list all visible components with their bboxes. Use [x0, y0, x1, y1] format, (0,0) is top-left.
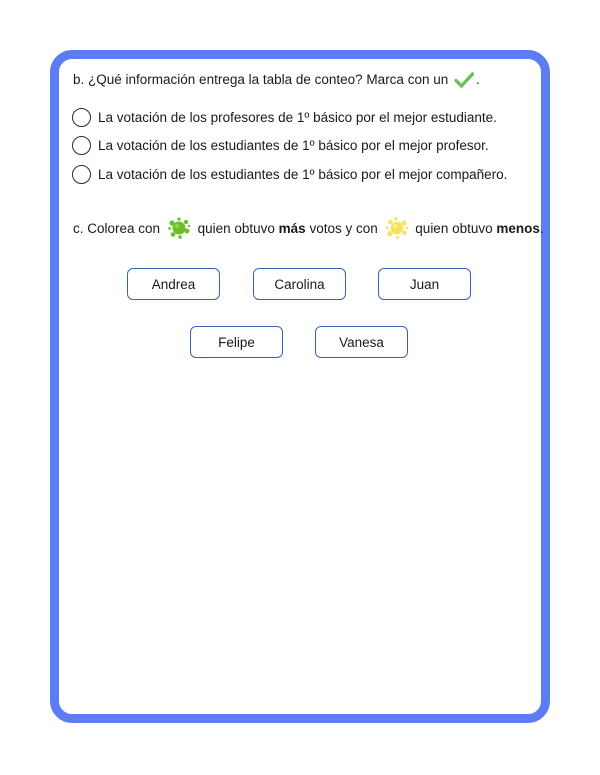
name-box-carolina[interactable] — [253, 268, 346, 300]
option-1[interactable] — [72, 106, 497, 128]
question-b-text: b. ¿Qué información entrega la tabla de conteo? Marca con un — [73, 72, 449, 87]
question-c-bold-menos: menos — [496, 221, 540, 236]
question-b — [73, 71, 480, 93]
name-box-felipe[interactable] — [190, 326, 283, 358]
option-2[interactable] — [72, 134, 489, 156]
option-3[interactable] — [72, 163, 507, 185]
question-c-part4: quien obtuvo — [415, 221, 493, 236]
question-c-period: . — [539, 221, 544, 236]
question-c-part1: c. Colorea con — [73, 221, 161, 236]
name-label: Juan — [409, 276, 440, 292]
check-mark-icon — [454, 72, 474, 93]
name-box-andrea[interactable] — [127, 268, 220, 300]
green-paint-splash-icon — [167, 216, 191, 245]
option-3-label: La votación de los estudiantes de 1º básico por el mejor compañero. — [98, 166, 508, 182]
question-b-period: . — [476, 72, 480, 87]
radio-option-2[interactable] — [72, 136, 91, 155]
name-box-vanesa[interactable] — [315, 326, 408, 358]
radio-option-1[interactable] — [72, 108, 91, 127]
option-2-label: La votación de los estudiantes de 1º básico por el mejor profesor. — [98, 137, 489, 153]
yellow-paint-splash-icon — [385, 216, 409, 245]
name-box-juan[interactable] — [378, 268, 471, 300]
question-c-bold-mas: más — [278, 221, 306, 236]
radio-option-3[interactable] — [72, 165, 91, 184]
name-label: Vanesa — [339, 334, 384, 350]
question-c — [73, 216, 544, 245]
option-1-label: La votación de los profesores de 1º básico por el mejor estudiante. — [98, 109, 497, 125]
name-label: Felipe — [218, 334, 255, 350]
question-c-part2: quien obtuvo — [197, 221, 275, 236]
name-label: Andrea — [151, 276, 196, 292]
question-c-part3: votos y con — [309, 221, 378, 236]
name-label: Carolina — [274, 276, 325, 292]
